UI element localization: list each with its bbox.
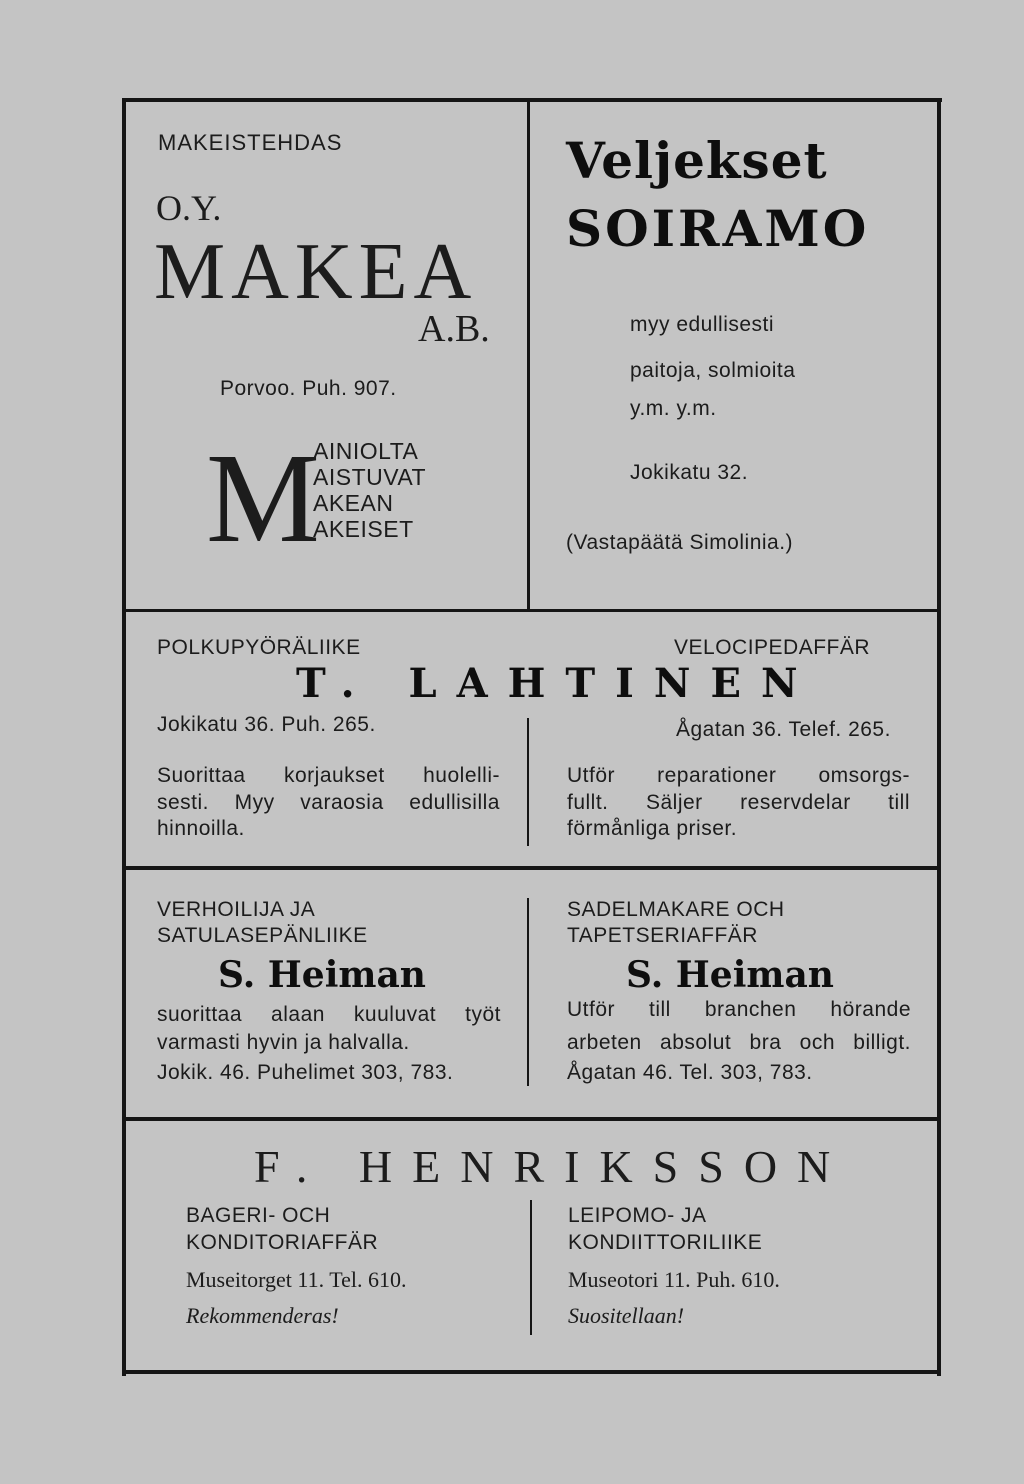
lahtinen-right-text-1: Utför reparationer omsorgs- (567, 764, 910, 787)
lahtinen-left-address: Jokikatu 36. Puh. 265. (157, 713, 376, 736)
heiman-left-text-2: varmasti hyvin ja halvalla. (157, 1031, 410, 1054)
heiman-right-text-1: Utför till branchen hörande (567, 998, 911, 1021)
lahtinen-right-text-3: förmånliga priser. (567, 817, 738, 840)
lahtinen-name: T. LAHTINEN (296, 660, 818, 707)
henriksson-left-label-1: BAGERI- OCH (186, 1204, 331, 1227)
lahtinen-right-label: VELOCIPEDAFFÄR (674, 636, 871, 659)
heiman-name-left: S. Heiman (218, 954, 426, 996)
heiman-left-label-1: VERHOILIJA JA (157, 898, 316, 921)
divider-col-heiman (527, 898, 529, 1086)
soiramo-line-3: y.m. y.m. (630, 397, 717, 420)
makea-slogan-line-1: AINIOLTA (313, 438, 419, 464)
makea-small-title: MAKEISTEHDAS (158, 130, 343, 155)
soiramo-line-2: paitoja, solmioita (630, 359, 796, 382)
lahtinen-left-text-2: sesti. Myy varaosia edullisilla (157, 791, 500, 814)
henriksson-right-slogan: Suositellaan! (568, 1303, 685, 1328)
heiman-name-right: S. Heiman (626, 954, 834, 996)
henriksson-left-label-2: KONDITORIAFFÄR (186, 1231, 379, 1254)
divider-col-top (527, 98, 530, 610)
frame-top-line (122, 98, 942, 102)
divider-row2 (122, 866, 941, 870)
henriksson-right-label-2: KONDIITTORILIIKE (568, 1231, 763, 1254)
makea-ab: A.B. (418, 308, 490, 350)
soiramo-note: (Vastapäätä Simolinia.) (566, 531, 794, 554)
makea-slogan-line-4: AKEISET (313, 516, 414, 542)
lahtinen-left-text-3: hinnoilla. (157, 817, 245, 840)
soiramo-address: Jokikatu 32. (630, 461, 749, 484)
frame-right-line (937, 98, 941, 1376)
heiman-right-label-2: TAPETSERIAFFÄR (567, 924, 758, 947)
makea-name: MAKEA (154, 228, 478, 316)
divider-row1 (122, 609, 941, 612)
makea-initial: M (206, 427, 320, 569)
makea-slogan-line-3: AKEAN (313, 490, 394, 516)
heiman-left-address: Jokik. 46. Puhelimet 303, 783. (157, 1061, 454, 1084)
heiman-left-label-2: SATULASEPÄNLIIKE (157, 924, 368, 947)
lahtinen-left-text-1: Suorittaa korjaukset huolelli- (157, 764, 500, 787)
heiman-right-label-1: SADELMAKARE OCH (567, 898, 785, 921)
henriksson-right-address: Museotori 11. Puh. 610. (568, 1267, 780, 1292)
divider-col-henriksson (530, 1200, 532, 1335)
henriksson-left-slogan: Rekommenderas! (186, 1303, 339, 1328)
soiramo-title-line2: SOIRAMO (566, 199, 870, 258)
lahtinen-right-text-2: fullt. Säljer reservdelar till (567, 791, 910, 814)
heiman-right-address: Ågatan 46. Tel. 303, 783. (567, 1061, 813, 1084)
heiman-right-text-2: arbeten absolut bra och billigt. (567, 1031, 911, 1054)
makea-oy: O.Y. (156, 188, 222, 228)
makea-address: Porvoo. Puh. 907. (220, 377, 397, 400)
divider-col-lahtinen (527, 718, 529, 846)
soiramo-title-line1: Veljekset (566, 131, 828, 190)
makea-slogan-line-2: AISTUVAT (313, 464, 427, 490)
henriksson-left-address: Museitorget 11. Tel. 610. (186, 1267, 407, 1292)
heiman-left-text-1: suorittaa alaan kuuluvat työt (157, 1003, 501, 1026)
frame-left-line (122, 98, 126, 1376)
henriksson-right-label-1: LEIPOMO- JA (568, 1204, 707, 1227)
lahtinen-right-address: Ågatan 36. Telef. 265. (676, 718, 891, 741)
divider-row3 (122, 1117, 941, 1121)
frame-bottom-line (122, 1370, 941, 1374)
soiramo-line-1: myy edullisesti (630, 313, 775, 336)
henriksson-name: F. HENRIKSSON (254, 1141, 851, 1192)
lahtinen-left-label: POLKUPYÖRÄLIIKE (157, 636, 361, 659)
